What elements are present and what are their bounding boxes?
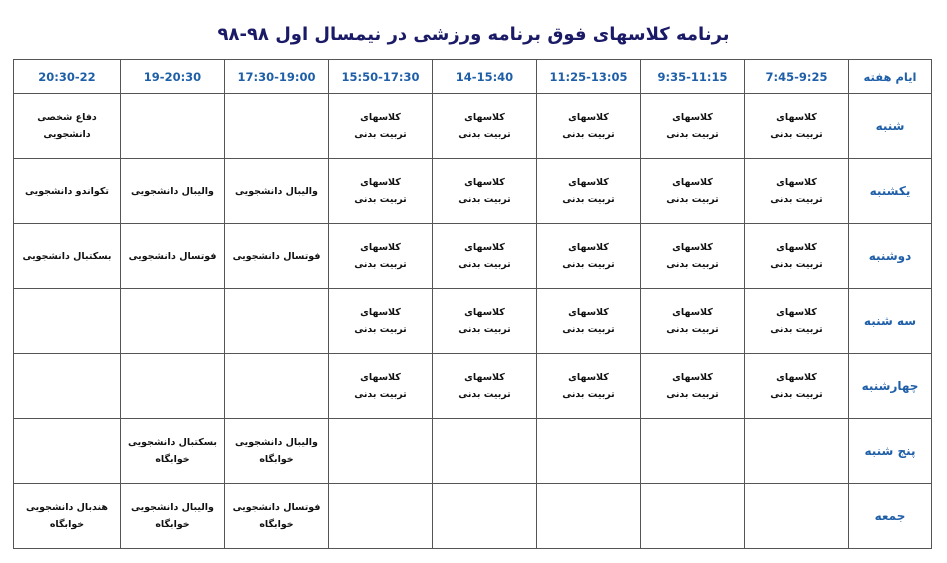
schedule-cell xyxy=(641,354,745,419)
schedule-cell xyxy=(225,419,329,484)
day-label: سه شنبه xyxy=(849,289,932,354)
cell-text: کلاسهای xyxy=(776,242,817,253)
table-row xyxy=(14,224,932,289)
schedule-cell xyxy=(641,159,745,224)
schedule-cell xyxy=(537,224,641,289)
cell-text: تربیت بدنی xyxy=(666,259,719,270)
day-label: پنج شنبه xyxy=(849,419,932,484)
schedule-cell xyxy=(537,484,641,549)
schedule-cell xyxy=(433,354,537,419)
cell-text: تربیت بدنی xyxy=(562,194,615,205)
schedule-cell xyxy=(329,224,433,289)
cell-text: کلاسهای xyxy=(672,112,713,123)
cell-text: تربیت بدنی xyxy=(458,389,511,400)
cell-text: دفاع شخصی xyxy=(37,112,97,123)
cell-text: تربیت بدنی xyxy=(354,259,407,270)
cell-text: کلاسهای xyxy=(568,177,609,188)
cell-text: فوتسال دانشجویی xyxy=(232,502,321,513)
cell-text: تربیت بدنی xyxy=(354,389,407,400)
schedule-cell xyxy=(745,94,849,159)
header-day: ایام هفته xyxy=(849,60,932,94)
schedule-cell xyxy=(329,484,433,549)
schedule-cell xyxy=(433,484,537,549)
cell-text: کلاسهای xyxy=(464,112,505,123)
schedule-cell xyxy=(329,289,433,354)
cell-text: خوابگاه xyxy=(155,454,190,465)
cell-text: تربیت بدنی xyxy=(666,129,719,140)
table-row xyxy=(14,289,932,354)
cell-text: کلاسهای xyxy=(360,372,401,383)
schedule-cell xyxy=(641,94,745,159)
cell-text: تربیت بدنی xyxy=(770,389,823,400)
schedule-cell xyxy=(537,354,641,419)
cell-text: تکواندو دانشجویی xyxy=(25,185,109,197)
schedule-cell xyxy=(14,159,121,224)
schedule-cell xyxy=(745,289,849,354)
schedule-cell xyxy=(225,354,329,419)
cell-text: فوتسال دانشجویی xyxy=(128,250,217,262)
cell-text: تربیت بدنی xyxy=(458,259,511,270)
cell-text: کلاسهای xyxy=(672,242,713,253)
cell-text: تربیت بدنی xyxy=(458,324,511,335)
cell-text: تربیت بدنی xyxy=(562,324,615,335)
cell-text: خوابگاه xyxy=(259,454,294,465)
schedule-cell xyxy=(121,419,225,484)
schedule-body xyxy=(14,94,932,549)
cell-text: کلاسهای xyxy=(776,112,817,123)
schedule-cell xyxy=(121,484,225,549)
cell-text: فوتسال دانشجویی xyxy=(232,250,321,262)
header-slot: 17:30-19:00 xyxy=(225,60,329,94)
header-slot: 11:25-13:05 xyxy=(537,60,641,94)
table-row xyxy=(14,484,932,549)
cell-text: بسکتبال دانشجویی xyxy=(22,250,112,262)
cell-text: کلاسهای xyxy=(568,372,609,383)
header-row xyxy=(14,60,932,94)
header-slot: 9:35-11:15 xyxy=(641,60,745,94)
cell-text: تربیت بدنی xyxy=(770,129,823,140)
day-label: دوشنبه xyxy=(849,224,932,289)
cell-text: کلاسهای xyxy=(464,177,505,188)
cell-text: تربیت بدنی xyxy=(666,389,719,400)
schedule-cell xyxy=(121,289,225,354)
schedule-cell xyxy=(329,419,433,484)
schedule-cell xyxy=(225,159,329,224)
table-row xyxy=(14,94,932,159)
schedule-cell xyxy=(537,159,641,224)
schedule-cell xyxy=(329,94,433,159)
schedule-cell xyxy=(745,484,849,549)
cell-text: کلاسهای xyxy=(776,372,817,383)
schedule-cell xyxy=(745,419,849,484)
schedule-cell xyxy=(641,419,745,484)
cell-text: والیبال دانشجویی xyxy=(131,185,214,197)
schedule-cell xyxy=(433,224,537,289)
schedule-cell xyxy=(641,289,745,354)
cell-text: تربیت بدنی xyxy=(562,129,615,140)
schedule-cell xyxy=(641,484,745,549)
cell-text: تربیت بدنی xyxy=(666,194,719,205)
schedule-cell xyxy=(225,484,329,549)
schedule-table xyxy=(13,59,932,549)
cell-text: بسکتبال دانشجویی xyxy=(128,437,217,448)
schedule-cell xyxy=(537,289,641,354)
cell-text: کلاسهای xyxy=(776,177,817,188)
schedule-cell xyxy=(14,419,121,484)
cell-text: کلاسهای xyxy=(464,307,505,318)
header-slot: 7:45-9:25 xyxy=(745,60,849,94)
schedule-cell xyxy=(745,224,849,289)
schedule-cell xyxy=(14,484,121,549)
header-slot: 14-15:40 xyxy=(433,60,537,94)
header-slot: 19-20:30 xyxy=(121,60,225,94)
cell-text: تربیت بدنی xyxy=(666,324,719,335)
cell-text: تربیت بدنی xyxy=(354,324,407,335)
cell-text: کلاسهای xyxy=(672,177,713,188)
cell-text: تربیت بدنی xyxy=(354,129,407,140)
day-label: جمعه xyxy=(849,484,932,549)
schedule-cell xyxy=(121,94,225,159)
cell-text: کلاسهای xyxy=(360,112,401,123)
cell-text: خوابگاه xyxy=(155,519,190,530)
schedule-cell xyxy=(14,354,121,419)
cell-text: کلاسهای xyxy=(568,307,609,318)
cell-text: خوابگاه xyxy=(49,519,85,530)
schedule-cell xyxy=(225,94,329,159)
header-slot: 15:50-17:30 xyxy=(329,60,433,94)
schedule-cell xyxy=(433,289,537,354)
cell-text: تربیت بدنی xyxy=(354,194,407,205)
cell-text: تربیت بدنی xyxy=(562,389,615,400)
day-label: شنبه xyxy=(849,94,932,159)
day-label: چهارشنبه xyxy=(849,354,932,419)
cell-text: کلاسهای xyxy=(672,372,713,383)
schedule-cell xyxy=(14,224,121,289)
cell-text: هندبال دانشجویی xyxy=(26,502,108,513)
schedule-cell xyxy=(14,289,121,354)
schedule-cell xyxy=(745,354,849,419)
table-row xyxy=(14,419,932,484)
cell-text: تربیت بدنی xyxy=(770,194,823,205)
page-title: برنامه کلاسهای فوق برنامه ورزشی در نیمسال اول ۹۸-۹۸ xyxy=(217,24,730,45)
schedule-cell xyxy=(329,354,433,419)
cell-text: تربیت بدنی xyxy=(458,129,511,140)
schedule-cell xyxy=(121,159,225,224)
cell-text: تربیت بدنی xyxy=(562,259,615,270)
schedule-cell xyxy=(225,289,329,354)
cell-text: تربیت بدنی xyxy=(458,194,511,205)
table-row xyxy=(14,354,932,419)
schedule-cell xyxy=(121,354,225,419)
schedule-cell xyxy=(433,419,537,484)
cell-text: خوابگاه xyxy=(259,519,294,530)
cell-text: تربیت بدنی xyxy=(770,324,823,335)
cell-text: کلاسهای xyxy=(672,307,713,318)
schedule-cell xyxy=(121,224,225,289)
cell-text: والیبال دانشجویی xyxy=(235,437,318,448)
cell-text: کلاسهای xyxy=(568,242,609,253)
schedule-cell xyxy=(537,419,641,484)
schedule-cell xyxy=(641,224,745,289)
cell-text: والیبال دانشجویی xyxy=(235,185,318,197)
cell-text: کلاسهای xyxy=(464,372,505,383)
cell-text: کلاسهای xyxy=(464,242,505,253)
schedule-cell xyxy=(329,159,433,224)
cell-text: دانشجویی xyxy=(43,129,91,140)
cell-text: کلاسهای xyxy=(360,307,401,318)
cell-text: والیبال دانشجویی xyxy=(131,502,214,513)
cell-text: کلاسهای xyxy=(776,307,817,318)
schedule-cell xyxy=(225,224,329,289)
cell-text: کلاسهای xyxy=(568,112,609,123)
cell-text: کلاسهای xyxy=(360,177,401,188)
schedule-cell xyxy=(745,159,849,224)
cell-text: تربیت بدنی xyxy=(770,259,823,270)
schedule-cell xyxy=(433,159,537,224)
table-row xyxy=(14,159,932,224)
schedule-cell xyxy=(14,94,121,159)
header-slot: 20:30-22 xyxy=(14,60,121,94)
cell-text: کلاسهای xyxy=(360,242,401,253)
schedule-cell xyxy=(433,94,537,159)
day-label: یکشنبه xyxy=(849,159,932,224)
schedule-cell xyxy=(537,94,641,159)
